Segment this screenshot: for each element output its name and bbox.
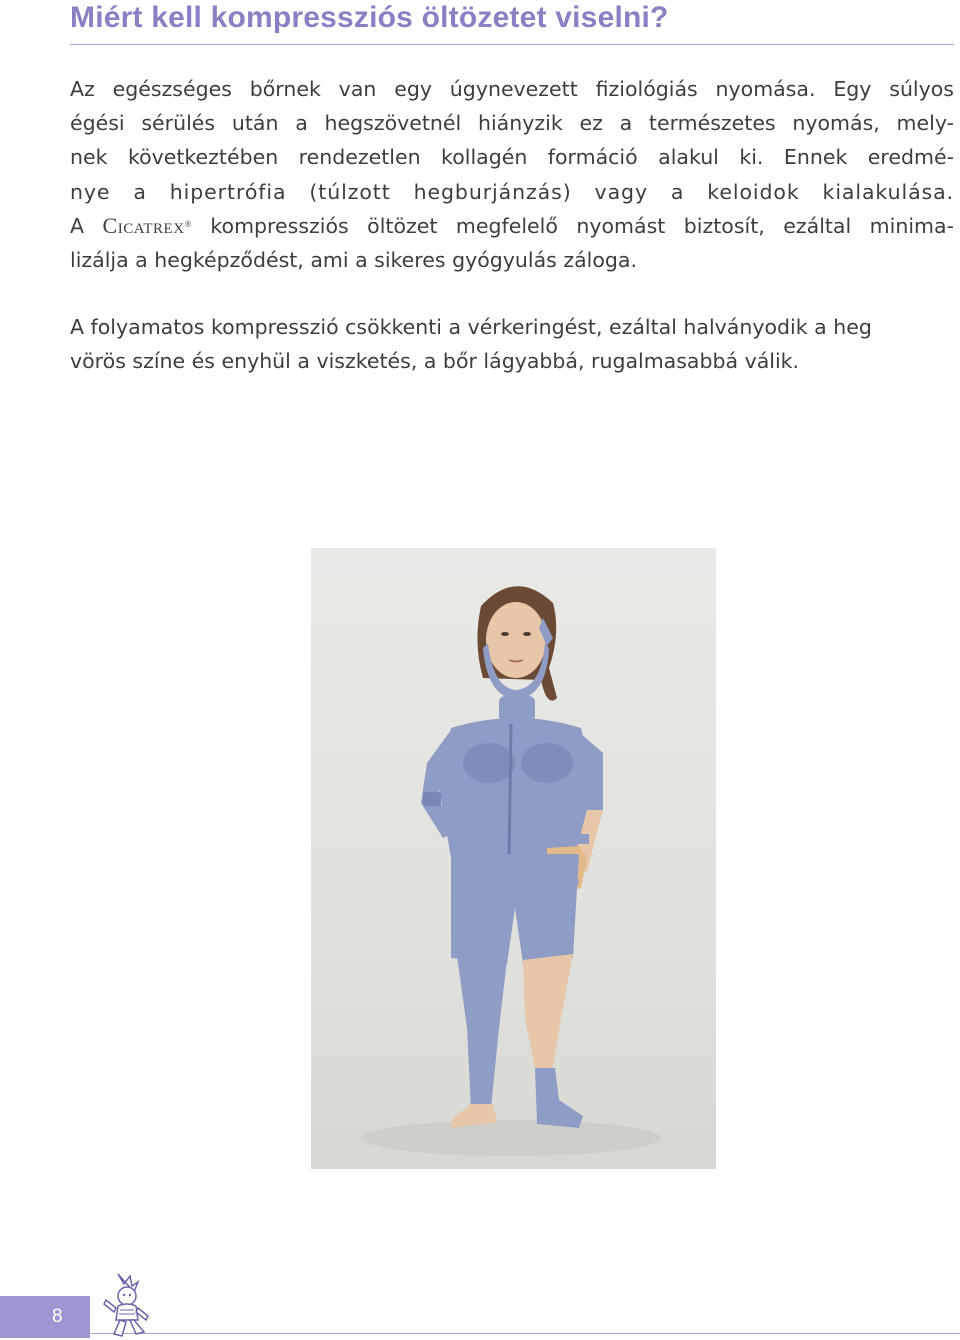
brand-line-suffix: kompressziós öltözet megfelelő nyomást biztosít, ezáltal minima-: [210, 213, 954, 238]
brand-name-text: Cicatrex: [102, 212, 185, 238]
paragraph-line: A folyamatos kompresszió csökkenti a vérkeringést, ezáltal halványodik a heg: [70, 315, 872, 339]
mascot-icon: [100, 1270, 154, 1340]
page-title: Miért kell kompressziós öltözetet viselni?: [70, 1, 669, 34]
paragraph-line: vörös színe és enyhül a viszketés, a bőr lágyabbá, rugalmasabbá válik.: [70, 349, 800, 374]
paragraph-line: Az egészséges bőrnek van egy úgynevezett fiziológiás nyomása. Egy súlyos: [70, 77, 954, 101]
paragraph-line: égési sérülés után a hegszövetnél hiányzik ez a természetes nyomás, mely-: [70, 111, 954, 136]
brand-line-prefix: A: [70, 213, 85, 238]
footer-divider: [90, 1333, 960, 1334]
paragraph-compression-reason: [70, 72, 954, 277]
brand-name: [103, 213, 192, 238]
page-number-tab: [0, 1296, 90, 1338]
compression-garment-photo: [311, 548, 716, 1169]
title-divider: [70, 44, 954, 45]
page-number: 8: [52, 1306, 63, 1327]
paragraph-line: nek következtében rendezetlen kollagén formáció alakul ki. Ennek eredmé-: [70, 145, 954, 170]
paragraph-line: lizálja a hegképződést, ami a sikeres gyógyulás záloga.: [70, 248, 637, 273]
paragraph-circulation: [70, 310, 954, 378]
registered-mark: ®: [184, 218, 192, 229]
garment-illustration: [311, 548, 716, 1169]
paragraph-line: nye a hipertrófia (túlzott hegburjánzás) vagy a keloidok kialakulása.: [70, 179, 954, 204]
paragraph-line-brand: [70, 209, 954, 243]
